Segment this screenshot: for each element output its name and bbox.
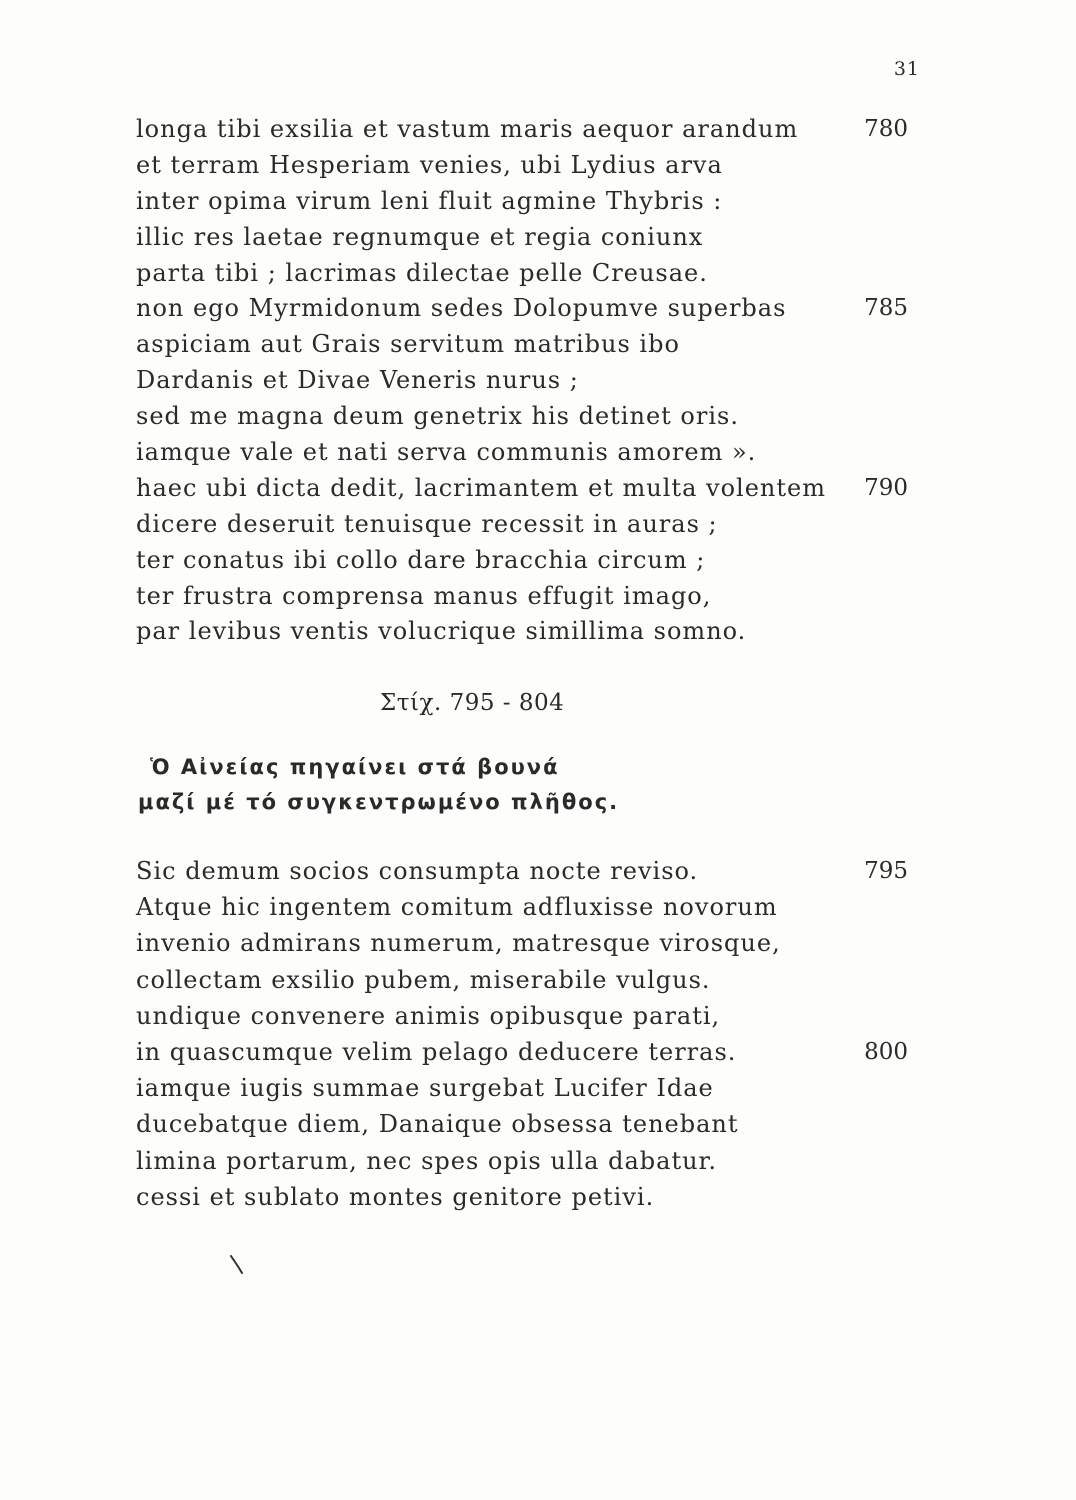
verse-line xyxy=(136,507,926,543)
verse-text: longa tibi exsilia et vastum maris aequor arandum xyxy=(136,115,799,143)
verse-text: ducebatque diem, Danaique obsessa tenebant xyxy=(136,1110,739,1139)
verse-text: iamque iugis summae surgebat Lucifer Idae xyxy=(136,1074,714,1103)
ink-mark-icon xyxy=(229,1254,245,1274)
verse-text: in quascumque velim pelago deducere terras. xyxy=(136,1037,737,1066)
verse-text: haec ubi dicta dedit, lacrimantem et multa volentem xyxy=(136,473,826,502)
verse-line xyxy=(136,435,926,471)
verse-text: non ego Myrmidonum sedes Dolopumve superbas xyxy=(136,294,787,323)
verse-text: ter frustra comprensa manus effugit imago, xyxy=(136,581,712,610)
verse-line xyxy=(136,614,926,650)
verse-line xyxy=(136,471,926,507)
verse-block-780-794 xyxy=(136,112,926,650)
line-number: 780 xyxy=(864,116,908,142)
verse-text: aspiciam aut Grais servitum matribus ibo xyxy=(136,330,680,359)
verse-line xyxy=(136,327,926,363)
verse-text: collectam exsilio pubem, miserabile vulgus. xyxy=(136,965,711,994)
verse-text: Atque hic ingentem comitum adfluxisse novorum xyxy=(136,893,778,922)
verse-line xyxy=(136,1070,926,1106)
verse-line xyxy=(136,889,926,925)
verse-text: Dardanis et Divae Veneris nurus ; xyxy=(136,366,579,395)
section-title-line-1: Ὁ Αἰνείας πηγαίνει στά βουνά xyxy=(150,755,560,779)
verse-text: invenio admirans numerum, matresque virosque, xyxy=(136,929,781,958)
verse-text: limina portarum, nec spes opis ulla dabatur. xyxy=(136,1146,718,1175)
verse-text: cessi et sublato montes genitore petivi. xyxy=(136,1182,655,1211)
verse-line xyxy=(136,1179,926,1215)
verse-text: illic res laetae regnumque et regia coniunx xyxy=(136,222,704,251)
verse-text: et terram Hesperiam venies, ubi Lydius arva xyxy=(136,150,723,179)
verse-text: dicere deseruit tenuisque recessit in auras ; xyxy=(136,509,718,538)
line-number: 790 xyxy=(864,474,908,501)
section-reference: Στίχ. 795 - 804 xyxy=(380,690,565,716)
verse-line xyxy=(136,962,926,998)
verse-text: ter conatus ibi collo dare bracchia circum ; xyxy=(136,545,706,574)
verse-line xyxy=(136,291,926,327)
verse-line xyxy=(136,925,926,961)
verse-text: sed me magna deum genetrix his detinet oris. xyxy=(136,402,739,431)
line-number: 800 xyxy=(864,1038,908,1065)
verse-line xyxy=(136,112,926,148)
verse-line xyxy=(136,399,926,435)
verse-text: iamque vale et nati serva communis amorem ». xyxy=(136,438,757,467)
verse-line xyxy=(136,579,926,615)
verse-text: par levibus ventis volucrique simillima somno. xyxy=(136,617,747,646)
verse-text: parta tibi ; lacrimas dilectae pelle Creusae. xyxy=(136,258,708,287)
verse-line xyxy=(136,256,926,292)
line-number: 795 xyxy=(864,858,908,884)
verse-line xyxy=(136,148,926,184)
verse-line xyxy=(136,220,926,256)
verse-line xyxy=(136,1106,926,1142)
verse-text: Sic demum socios consumpta nocte reviso. xyxy=(136,857,699,885)
verse-line xyxy=(136,1034,926,1070)
verse-text: inter opima virum leni fluit agmine Thybris : xyxy=(136,186,723,215)
verse-line xyxy=(136,184,926,220)
verse-block-795-804 xyxy=(136,853,926,1215)
verse-line xyxy=(136,1143,926,1179)
verse-line xyxy=(136,853,926,889)
line-number: 785 xyxy=(864,295,908,322)
verse-line xyxy=(136,363,926,399)
section-title-line-2: μαζί μέ τό συγκεντρωμένο πλῆθος. xyxy=(138,790,620,814)
page-number: 31 xyxy=(893,58,920,80)
verse-line xyxy=(136,543,926,579)
verse-text: undique convenere animis opibusque parati, xyxy=(136,1001,721,1030)
verse-line xyxy=(136,998,926,1034)
